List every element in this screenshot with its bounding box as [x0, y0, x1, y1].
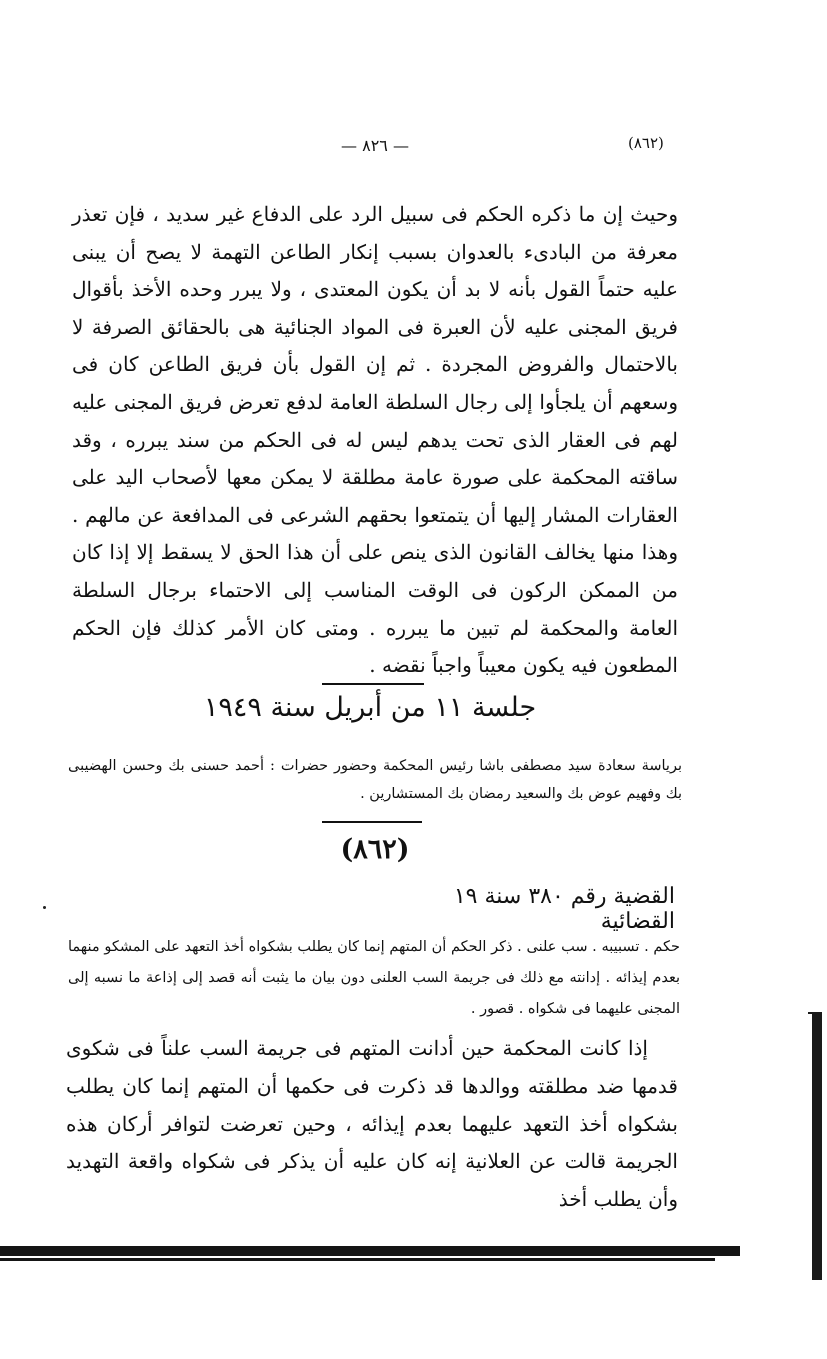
presidency-line: برياسة سعادة سيد مصطفى باشا رئيس المحكمة وحضور حضرات : أحمد حسنى بك وحسن الهضيبى بك وفهيم عوض بك والسعيد رمضان بك المستشارين . — [68, 758, 682, 802]
section-divider-top — [322, 683, 424, 685]
case-number: (٨٦٢) — [340, 834, 410, 865]
ruling-paragraph — [66, 1030, 678, 1219]
case-summary: حكم . تسبيبه . سب علنى . ذكر الحكم أن المتهم إنما كان يطلب بشكواه أخذ التعهد على المشكو منهما بعدم إيذائه . إدانته مع ذلك فى جريمة السب العلنى دون بيان ما يثبت أنه قصد إلى إذاعة ما نسبه إلى المجنى عليهما فى شكواه . قصور . — [68, 939, 680, 1017]
page-number: — ٨٢٦ — — [341, 136, 409, 155]
page-bottom-edge — [0, 1246, 740, 1256]
section-divider-middle — [322, 821, 422, 823]
margin-speck — [43, 906, 46, 909]
body-text: وحيث إن ما ذكره الحكم فى سبيل الرد على الدفاع غير سديد ، فإن تعذر معرفة من البادىء بالعدوان بسبب إنكار الطاعن التهمة لا يصح أن يبنى عليه حتماً القول بأنه لا بد أن يكون المعتدى ، ولا يبرر وحده الأخذ بأقوال فريق المجنى عليه لأن العبرة فى المواد الجنائية هى بالحقائق الصرفة لا بالاحتمال والفروض المجردة . ثم إن القول بأن فريق الطاعن كان فى وسعهم أن يلجأوا إلى رجال السلطة العامة لدفع تعرض فريق المجنى عليه لهم فى العقار الذى تحت يدهم ليس له فى الحكم من سند يبرره ، وقد ساقته المحكمة على صورة عامة مطلقة لا يمكن معها لأصحاب اليد على العقارات المشار إليها أن يتمتعوا بحقهم الشرعى فى المدافعة عن مالهم . وهذا منها يخالف القانون الذى ينص على أن هذا الحق لا يسقط إلا إذا كان من الممكن الركون فى الوقت المناسب إلى الاحتماء برجال السلطة العامة والمحكمة لم تبين ما يبرره . ومتى كان الأمر كذلك فإن الحكم المطعون فيه يكون معيباً واجباً نقضه . — [72, 202, 678, 678]
page-bottom-edge-line — [0, 1258, 715, 1261]
decision-number-header: (٨٦٢) — [628, 134, 664, 152]
session-title: جلسة ١١ من أبريل سنة ١٩٤٩ — [203, 692, 537, 723]
ruling-text: إذا كانت المحكمة حين أدانت المتهم فى جريمة السب علناً فى شكوى قدمها ضد مطلقته ووالدها قد ذكرت فى حكمها أن المتهم إنما كان يطلب بشكواه أخذ التعهد عليهما بعدم إيذائه ، وحين تعرضت لتوافر أركان هذه الجريمة قالت عن العلانية إنه كان عليه أن يذكر فى شكواه واقعة التهديد وأن يطلب أخذ — [66, 1036, 678, 1212]
case-title: القضية رقم ٣٨٠ سنة ١٩ القضائية — [453, 884, 675, 934]
binding-edge — [812, 1012, 822, 1280]
body-paragraph — [72, 196, 678, 685]
